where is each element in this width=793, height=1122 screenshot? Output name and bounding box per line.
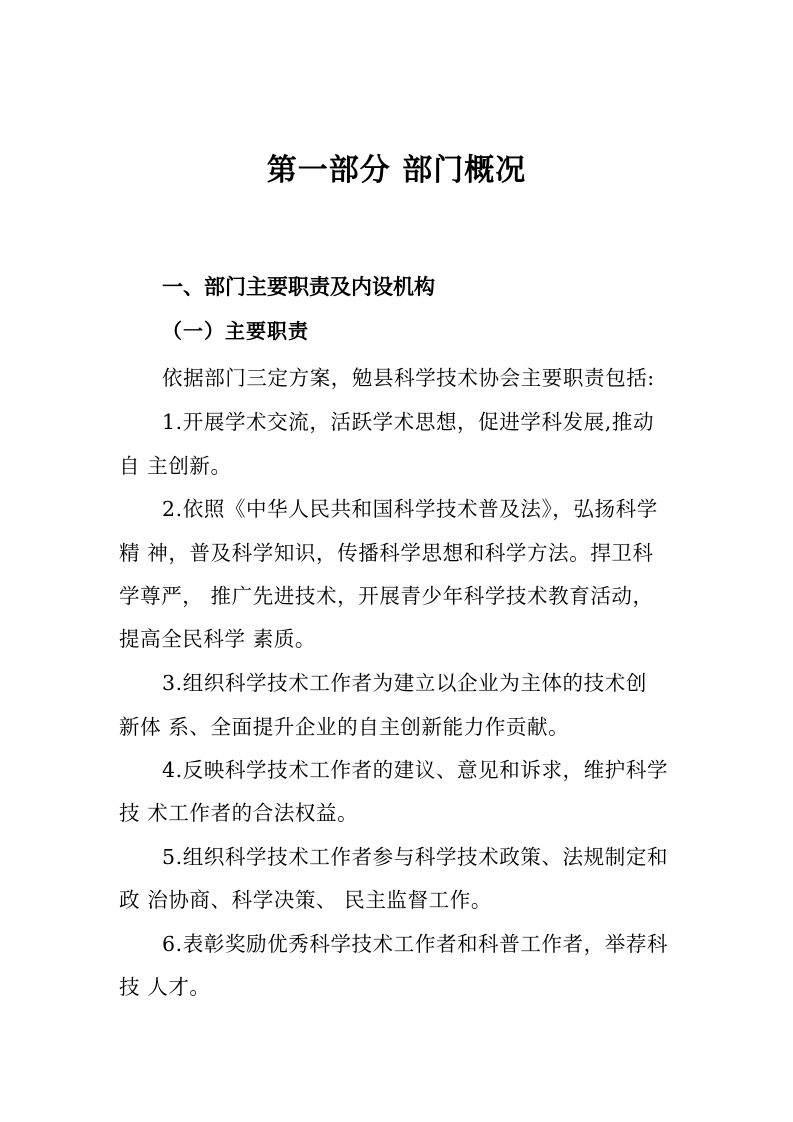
intro-paragraph: 依据部门三定方案，勉县科学技术协会主要职责包括:: [162, 366, 655, 390]
duty-2-line-2: 精 神，普及科学知识，传播科学思想和科学方法。捍卫科: [119, 541, 654, 565]
subsection-heading: （一）主要职责: [162, 319, 309, 343]
duty-5-line-1: 5.组织科学技术工作者参与科学技术政策、法规制定和: [162, 845, 669, 869]
duty-4-line-2: 技 术工作者的合法权益。: [119, 801, 359, 825]
duty-3-line-2: 新体 系、全面提升企业的自主创新能力作贡献。: [119, 715, 570, 739]
duty-2-line-3: 学尊严， 推广先进技术，开展青少年科学技术教育活动，: [119, 584, 654, 608]
duty-2-line-4: 提高全民科学 素质。: [119, 627, 317, 651]
page-title: 第一部分 部门概况: [266, 153, 527, 188]
duty-2-line-1: 2.依照《中华人民共和国科学技术普及法》，弘扬科学: [162, 497, 658, 521]
duty-4-line-1: 4.反映科学技术工作者的建议、意见和诉求，维护科学: [162, 758, 669, 782]
duty-3-line-1: 3.组织科学技术工作者为建立以企业为主体的技术创: [162, 671, 647, 695]
section-heading: 一、部门主要职责及内设机构: [162, 275, 435, 299]
duty-5-line-2: 政 治协商、科学决策、 民主监督工作。: [119, 888, 492, 912]
duty-6-line-1: 6.表彰奖励优秀科学技术工作者和科普工作者，举荐科: [162, 932, 669, 956]
duty-6-line-2: 技 人才。: [119, 975, 211, 999]
duty-1-line-1: 1.开展学术交流，活跃学术思想，促进学科发展,推动: [162, 410, 655, 434]
duty-1-line-2: 自 主创新。: [119, 454, 232, 478]
